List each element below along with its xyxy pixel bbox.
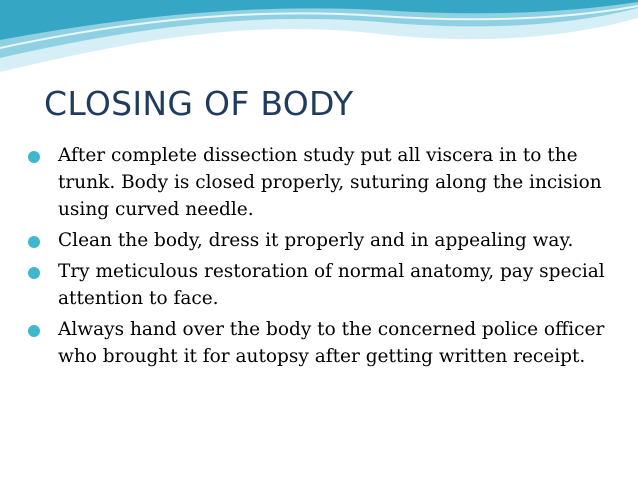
bullet-item [28, 258, 608, 312]
bullet-item [28, 142, 608, 223]
bullet-item [28, 227, 608, 254]
bullet-dot-icon [28, 325, 40, 337]
bullet-text: After complete dissection study put all viscera in to the trunk. Body is closed properly, suturing along the incision using curved needle. [58, 145, 602, 220]
bullet-item [28, 316, 608, 370]
decorative-wave-header [0, 0, 638, 80]
bullet-dot-icon [28, 267, 40, 279]
bullet-text: Always hand over the body to the concerned police officer who brought it for autopsy after getting written receipt. [58, 319, 605, 367]
bullet-dot-icon [28, 151, 40, 163]
slide-title: CLOSING OF BODY [44, 84, 354, 123]
bullet-list [28, 142, 608, 374]
bullet-text: Clean the body, dress it properly and in appealing way. [58, 230, 574, 251]
bullet-text: Try meticulous restoration of normal anatomy, pay special attention to face. [58, 261, 605, 309]
bullet-dot-icon [28, 236, 40, 248]
